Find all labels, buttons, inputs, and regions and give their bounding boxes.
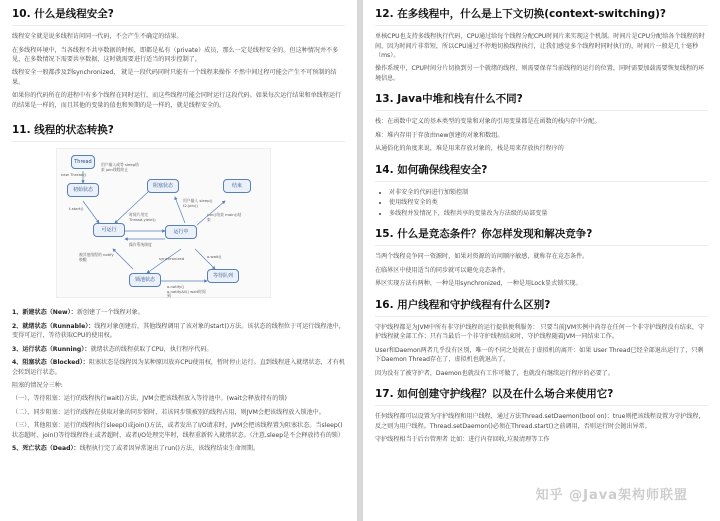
s17-p2: 守护线程相当于后台管理者 比如：进行内存回收,垃圾清理等工作 <box>375 435 550 443</box>
node-terminated: 结束 <box>223 179 251 193</box>
list-item: • 使用线程安全的类 <box>389 198 708 207</box>
state-dead <box>12 444 345 453</box>
section-17-title: 17. 如何创建守护线程？以及在什么场合来使用它? <box>375 388 708 406</box>
state-blocked-heading: 4、阻塞状态（Blocked）： <box>12 359 89 367</box>
s10-p3: 线程安全一般都涉及到synchronized， 就是一段代码同时只能有一个线程来操作 不然中间过程可能会产生不可预制的结果。 <box>12 69 337 86</box>
s12-p1: 单核CPU也支持多线程执行代码，CPU通过给每个线程分配CPU时间片来实现这个机制。时间片是CPU分配给各个线程的时间，因为时间片非常短，所以CPU通过不停地切换线程执行，让我们感觉多个线程时同时执行的，时间片一般是几十毫秒（ms）。 <box>375 33 705 59</box>
section-14-title: 14. 如何确保线程安全? <box>375 164 708 182</box>
label-e5: 操作系统调度 <box>129 242 152 248</box>
section-13-title: 13. Java中堆和栈有什么不同? <box>375 93 708 111</box>
state-runnable <box>12 322 345 341</box>
node-running: 运行中 <box>165 225 197 239</box>
state-running-heading: 3、运行状态（Running）： <box>12 345 91 353</box>
s15-p2: 在临界区中使用适当的同步就可以避免竞态条件。 <box>375 266 510 274</box>
state-runnable-heading: 2、就绪状态（Runnable）： <box>12 322 95 330</box>
label-e4: 时间片用完 Thread.yield() <box>129 212 156 222</box>
s14-list <box>375 188 708 218</box>
list-item: • 多线程并发情况下，线程共享的变量改为方法级的局部变量 <box>389 209 708 218</box>
node-init: 初始状态 <box>67 183 99 197</box>
label-start: t.start() <box>69 206 84 212</box>
s16-p1: 守护线程都是为JVM中所有非守护线程的运行提供便利服务： 只要当前JVM实例中尚存在任何一个非守护线程没有结束，守护线程就全部工作；只有当最后一个非守护线程结束时，守护线程随着JVM一同结束工作。 <box>375 323 705 341</box>
s13-p1: 栈：在函数中定义的基本类型的变量和对象的引用变量都是在函数的栈内存中分配。 <box>375 118 601 126</box>
s15-p1: 当两个线程竞争同一资源时，如果对资源的访问顺序敏感，就称存在竞态条件。 <box>375 253 589 261</box>
label-e9: o.notify() o.notifyAll() wait时间到 <box>167 284 206 299</box>
thread-state-diagram <box>56 148 271 298</box>
state-running-text: 就绪状态的线程获取了CPU，执行程序代码。 <box>90 345 213 353</box>
label-e2: 用户输入 sleep() t2.join() <box>183 198 213 208</box>
block-type-wait: （一）、等待阻塞：运行的线程执行wait()方法，JVM会把该线程放入等待池中。(wait会释放持有的锁) <box>12 395 287 403</box>
s13-p2: 堆：堆内存用于存放由new创建的对象和数组。 <box>375 131 504 139</box>
section-11-title: 11. 线程的状态转换? <box>12 124 345 142</box>
state-new <box>12 308 345 317</box>
label-e7: synchronized <box>159 256 185 262</box>
section-16-title: 16. 用户线程和守护线程有什么区别? <box>375 299 708 317</box>
watermark: 知乎 @Java架构师联盟 <box>535 488 688 503</box>
s15-p3: 界区实现方法有两种，一种是用synchronized，一种是用Lock显式锁实现。 <box>375 280 582 288</box>
state-running <box>12 345 345 354</box>
block-type-other: （三）、其他阻塞：运行的线程执行sleep()或join()方法，或者发出了I/O请求时，JVM会把该线程置为阻塞状态。当sleep()状态超时、join()等待线程终止或者超时、或者I/O处理完毕时，线程重新转入就绪状态。（注意,sleep是不会释放持有的锁） <box>12 422 344 439</box>
left-page <box>0 0 357 521</box>
s16-p2: User和Daemon两者几乎没有区别，唯一的不同之处就在于虚拟机的离开：如果 User Thread已经全部退出运行了，只剩下Daemon Thread存在了，虚拟机也就退出了。 <box>375 346 704 364</box>
s13-p3: 从通俗化的角度来说，堆是用来存放对象的，栈是用来存放执行程序的 <box>375 145 564 153</box>
s12-p2: 操作系统中，CPU时间分片切换到另一个就绪的线程，则需要保存当前线程的运行的位置，同时需要加载需要恢复线程的环境信息。 <box>375 65 705 82</box>
node-thread: Thread <box>71 155 95 169</box>
list-item: • 对非安全的代码进行加锁控制 <box>389 188 708 197</box>
state-dead-heading: 5、死亡状态（Dead）： <box>12 445 80 453</box>
s17-p1: 任何线程都可以设置为守护线程和用户线程，通过方法Thread.setDaemon(bool on)；true则把该线程设置为守护线程，反之则为用户线程。Thread.setDaemon()必须在Thread.start()之前调用，否则运行时会抛出异常。 <box>375 413 705 430</box>
s10-p1: 线程安全就是说多线程访问同一代码，不会产生不确定的结果。 <box>12 33 183 41</box>
blocked-intro: 阻塞的情况分三种: <box>12 381 63 389</box>
block-type-sync: （二）、同步阻塞：运行的线程在获取对象的同步锁时，若该同步锁被别的线程占用，则JVM会把该线程放入锁池中。 <box>12 408 325 416</box>
state-new-heading: 1、新建状态（New）： <box>12 309 77 317</box>
node-runnable: 可运行 <box>93 223 125 237</box>
section-15-title: 15. 什么是竞态条件？你怎样发现和解决竞争? <box>375 228 708 246</box>
label-e3: run()结束 main()结束 <box>207 212 242 222</box>
state-new-text: 新创建了一个线程对象。 <box>76 309 144 317</box>
s10-p4: 如果你的代码所在的进程中有多个线程在同时运行，而这些线程可能会同时运行这段代码。如果每次运行结果和单线程运行的结果是一样的，而且其他的变量的值也和预期的是一样的，就是线程安全的。 <box>12 92 342 109</box>
node-blocked: 阻塞状态 <box>147 179 179 193</box>
node-wait-queue: 等待队列 <box>207 269 239 283</box>
diagram-arrows <box>57 149 272 299</box>
label-new-thread: new Thread() <box>61 172 87 178</box>
state-blocked-text: 阻塞状态是线程因为某种原因放弃CPU使用权，暂时停止运行。直到线程进入就绪状态，才有机会转到运行状态。 <box>12 359 345 376</box>
label-e1: 用户输入或等 sleep结束 join线程终止 <box>101 162 139 172</box>
section-12-title: 12. 在多线程中，什么是上下文切换(context-switching)? <box>375 8 708 26</box>
s16-p3: 因为没有了被守护者，Daemon也就没有工作可做了，也就没有继续运行程序的必要了。 <box>375 369 614 377</box>
state-runnable-text: 线程对象创建后，其他线程调用了该对象的start()方法。该状态的线程位于可运行线程池中，变得可运行，等待获取CPU的使用权。 <box>12 322 345 340</box>
right-page <box>363 0 720 521</box>
state-dead-text: 线程执行完了或者因异常退出了run()方法，该线程结束生命周期。 <box>79 445 260 453</box>
node-lock-pool: 锁池状态 <box>129 273 161 287</box>
state-blocked <box>12 358 345 377</box>
label-e6: 被其他线程的 notify唤醒 <box>79 252 114 262</box>
section-10-title: 10. 什么是线程安全? <box>12 8 345 26</box>
s10-p2: 在多线程环境中，当各线程不共享数据的时候，即都是私有（private）成员，那么一定是线程安全的。但这种情况并不多见，在多数情况下需要共享数据，这时就需要进行适当的同步控制了。 <box>12 46 339 63</box>
label-e8: o.wait() <box>207 254 222 260</box>
